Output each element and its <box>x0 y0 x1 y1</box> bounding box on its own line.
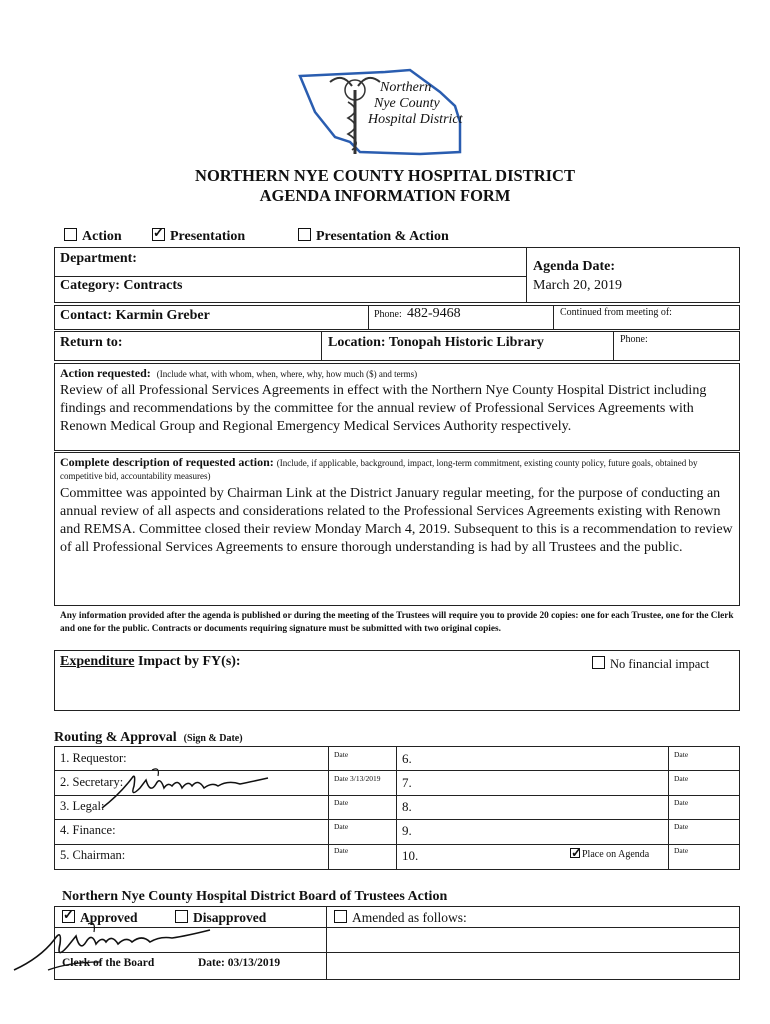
routing-7: 7. <box>402 775 412 790</box>
logo-line3: Hospital District <box>368 112 463 127</box>
district-logo <box>290 62 490 162</box>
agenda-date-value: March 20, 2019 <box>533 278 623 293</box>
routing-secretary: 2. Secretary: <box>60 775 124 789</box>
routing-6: 6. <box>402 751 412 766</box>
presentation-action-checkbox[interactable]: Presentation & Action <box>298 228 449 245</box>
location-label: Location: Tonopah Historic Library <box>328 335 544 350</box>
routing-rdate-6: Date <box>674 750 689 759</box>
phone-value: 482-9468 <box>407 306 461 321</box>
logo-line2: Nye County <box>374 96 440 111</box>
routing-rdate-10: Date <box>674 846 689 855</box>
amended-checkbox[interactable]: Amended as follows: <box>334 910 467 926</box>
routing-date-3: Date <box>334 798 349 807</box>
presentation-action-checkbox-box[interactable] <box>298 228 311 241</box>
board-title: Northern Nye County Hospital District Board of Trustees Action <box>62 889 448 904</box>
clerk-label: Clerk of the Board <box>62 957 155 969</box>
page-title: NORTHERN NYE COUNTY HOSPITAL DISTRICT <box>195 166 575 185</box>
routing-rdate-9: Date <box>674 822 689 831</box>
no-impact-box[interactable] <box>592 656 605 669</box>
continued-label: Continued from meeting of: <box>560 307 672 318</box>
routing-10: 10. <box>402 848 419 863</box>
routing-date-5: Date <box>334 846 349 855</box>
routing-8: 8. <box>402 799 412 814</box>
routing-rdate-8: Date <box>674 798 689 807</box>
presentation-checkbox[interactable]: ✓ Presentation <box>152 228 245 245</box>
place-on-agenda-checkbox[interactable]: ✓Place on Agenda <box>570 848 649 860</box>
routing-title: Routing & Approval (Sign & Date) <box>54 730 243 745</box>
action-checkbox[interactable]: Action <box>64 228 122 245</box>
place-on-agenda-box[interactable] <box>570 848 580 858</box>
routing-date-1: Date <box>334 750 349 759</box>
routing-finance: 4. Finance: <box>60 823 116 837</box>
expenditure-label: Expenditure Impact by FY(s): <box>60 654 241 669</box>
routing-date-4: Date <box>334 822 349 831</box>
routing-legal: 3. Legal: <box>60 799 105 813</box>
description-hint: (Include, if applicable, background, impact, long-term commitment, existing county policy, future goals, obtained by competitive bid, accountability measures) <box>60 458 698 481</box>
return-to-label: Return to: <box>60 335 123 350</box>
routing-9: 9. <box>402 823 412 838</box>
category-label: Category: Contracts <box>60 278 183 293</box>
phone2-label: Phone: <box>620 334 648 345</box>
agenda-date-label: Agenda Date: <box>533 259 616 274</box>
phone-label: Phone: <box>374 309 402 320</box>
description-label: Complete description of requested action: <box>60 455 274 469</box>
routing-rdate-7: Date <box>674 774 689 783</box>
action-requested-hint: (Include what, with whom, when, where, why, how much ($) and terms) <box>156 369 418 379</box>
routing-date-2: Date 3/13/2019 <box>334 774 381 783</box>
presentation-checkbox-box[interactable] <box>152 228 165 241</box>
clerk-date: Date: 03/13/2019 <box>198 957 281 969</box>
notice-text: Any information provided after the agenda is published or during the meeting of the Trustees will require you to provide 20 copies: one for each Trustee, one for the Clerk and one for the public. Contracts or documents requiring signature must be submitted with two original copies. <box>60 611 734 634</box>
contact-label: Contact: Karmin Greber <box>60 308 210 323</box>
action-requested-text: Review of all Professional Services Agreements in effect with the Northern Nye County Hospital District including findings and recommendations by the committee for the annual review of Professional Services Agreements with Renown Medical Group and Regional Emergency Medical Services Authority respectively. <box>60 383 707 434</box>
routing-chairman: 5. Chairman: <box>60 848 126 862</box>
action-requested-label: Action requested: <box>60 366 151 380</box>
routing-requestor: 1. Requestor: <box>60 751 127 765</box>
action-checkbox-box[interactable] <box>64 228 77 241</box>
page-subtitle: AGENDA INFORMATION FORM <box>259 186 511 205</box>
logo-line1: Northern <box>380 80 432 95</box>
department-label: Department: <box>60 251 137 266</box>
description-text: Committee was appointed by Chairman Link at the District January regular meeting, for the purpose of conducting an annual review of all aspects and considerations related to the Professional Services Agreements existing with Renown and REMSA. Committee closed their review Monday March 4, 2019. Subsequent to this is a recommendation to review of all Professional Services Agreements to ensure thorough understanding is had by all Trustees and the public. <box>60 486 733 555</box>
no-financial-impact-checkbox[interactable]: No financial impact <box>592 656 709 672</box>
approved-checkbox[interactable]: ✓Approved <box>62 910 138 926</box>
clerk-signature-icon <box>10 918 230 974</box>
secretary-signature-icon <box>100 764 280 814</box>
disapproved-checkbox[interactable]: Disapproved <box>175 910 266 926</box>
department-section <box>54 247 740 303</box>
amended-box[interactable] <box>334 910 347 923</box>
